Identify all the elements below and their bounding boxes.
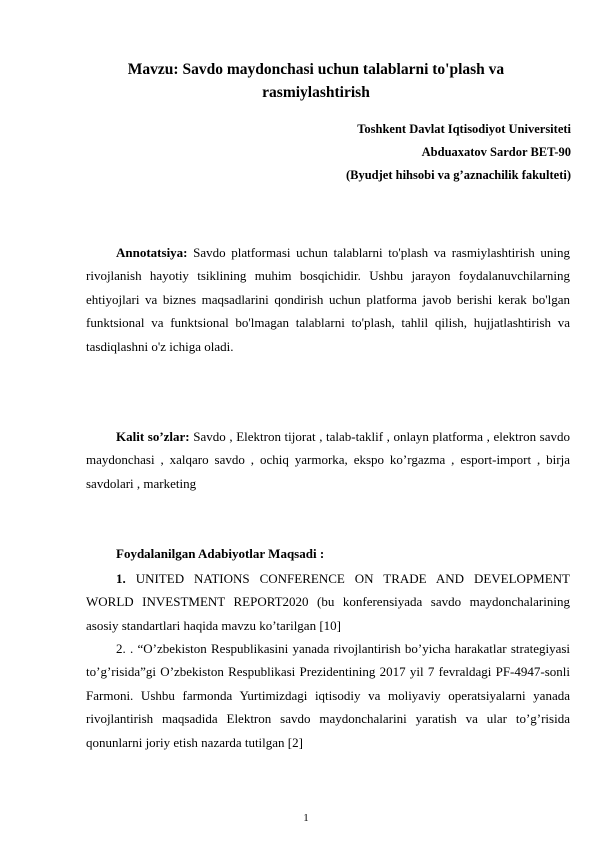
reference-item bbox=[86, 567, 570, 637]
reference-item bbox=[86, 637, 570, 754]
reference-text: UNITED NATIONS CONFERENCE ON TRADE AND DEVELOPMENT WORLD INVESTMENT REPORT2020 (bu konferensiyada savdo maydonchalarining asosiy standartlari haqida mavzu ko’tarilgan [10] bbox=[86, 571, 570, 633]
author-name: Abduaxatov Sardor BET-90 bbox=[421, 145, 571, 159]
reference-number: 1. bbox=[116, 571, 126, 586]
university-name: Toshkent Davlat Iqtisodiyot Universiteti bbox=[357, 122, 571, 136]
abstract-paragraph bbox=[86, 241, 570, 358]
reference-number: 2. . bbox=[116, 641, 134, 656]
faculty-name: (Byudjet hihsobi va g’aznachilik fakulteti) bbox=[345, 168, 571, 182]
keywords-text: Savdo , Elektron tijorat , talab-taklif , onlayn platforma , elektron savdo maydonchasi , xalqaro savdo , ochiq yarmorka, ekspo ko’rgazma , esport-import , birja savdolari , marketing bbox=[86, 429, 570, 491]
references-heading: Foydalanilgan Adabiyotlar Maqsadi : bbox=[116, 546, 325, 561]
page-title: Mavzu: Savdo maydonchasi uchun talablarni to'plash va rasmiylashtirish bbox=[127, 61, 505, 101]
abstract-text: Savdo platformasi uchun talablarni to'plash va rasmiylashtirish uning rivojlanish hayotiy tsiklining muhim bosqichidir. Ushbu jarayon foydalanuvchilarning ehtiyojlari va biznes maqsadlarini qondirish uchun platforma javob berishi kerak bo'lgan funktsional va funktsional bo'lmagan talablarni to'plash, tahlil qilish, hujjatlashtirish va tasdiqlashni o'z ichiga oladi. bbox=[86, 245, 570, 354]
keywords-paragraph bbox=[86, 425, 570, 495]
keywords-label: Kalit so’zlar: bbox=[116, 429, 190, 444]
abstract-label: Annotatsiya: bbox=[116, 245, 188, 260]
page-number: 1 bbox=[303, 812, 309, 824]
reference-text: “O’zbekiston Respublikasini yanada rivojlantirish bo’yicha harakatlar strategiyasi to’g’risida”gi O’zbekiston Respublikasi Prezidentining 2017 yil 7 fevraldagi PF-4947-sonli Farmoni. Ushbu farmonda Yurtimizdagi iqtisodiy va moliyaviy operatsiyalarni yanada rivojlantirish maqsadida Elektron savdo maydonchalarini yaratish va ular to’g’risida qonunlarni joriy etish nazarda tutilgan [2] bbox=[86, 641, 571, 750]
